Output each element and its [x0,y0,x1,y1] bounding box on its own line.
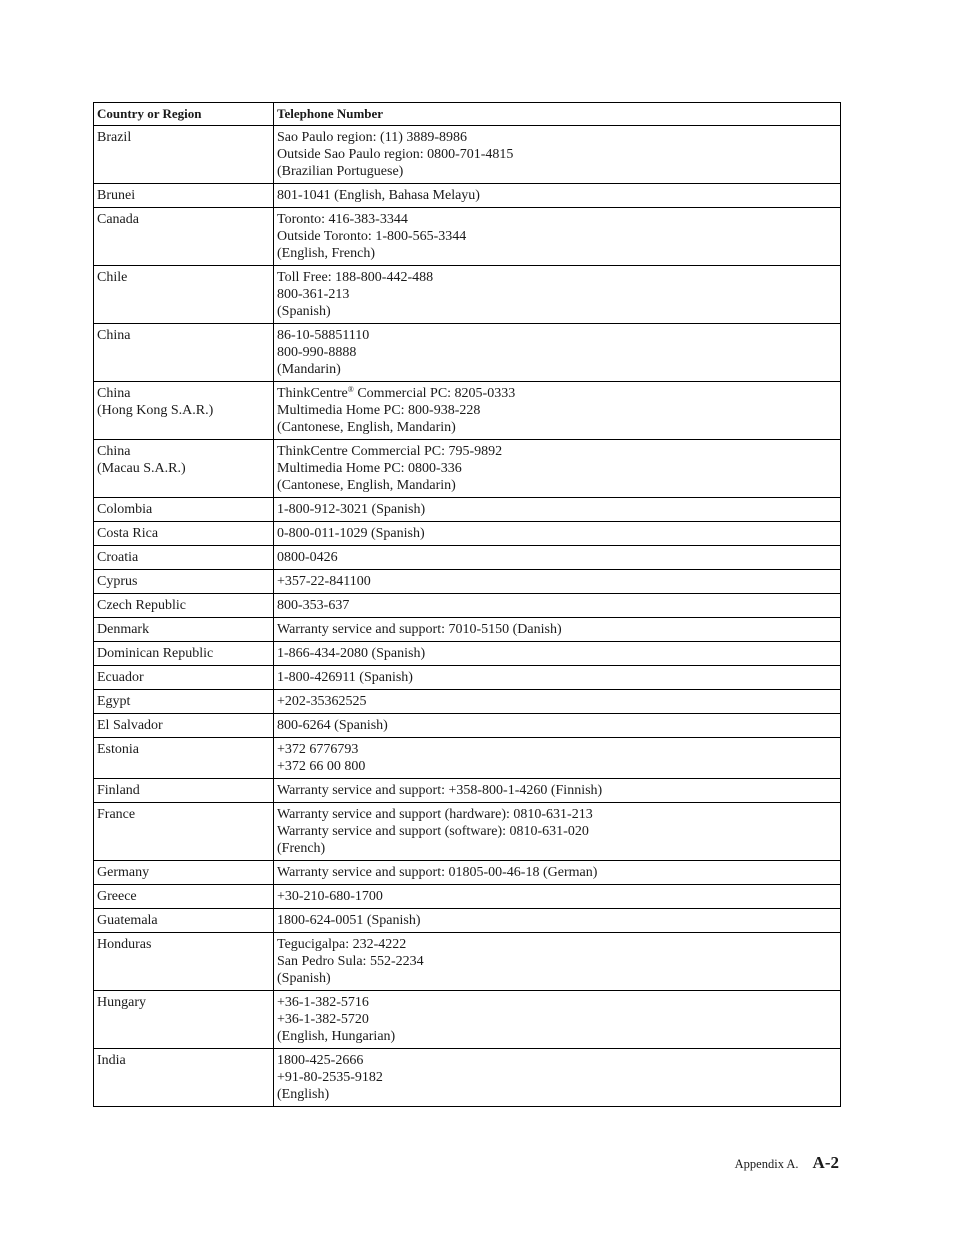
table-row [94,714,841,738]
telephone-cell [274,522,841,546]
country-cell [94,779,274,803]
table-header-row [94,103,841,126]
country-cell [94,690,274,714]
telephone-line: 800-6264 (Spanish) [277,718,388,733]
country-name: Germany [97,865,150,880]
country-name: Chile [97,270,128,285]
table-row [94,991,841,1049]
telephone-line: +91-80-2535-9182 [277,1070,383,1085]
country-cell [94,546,274,570]
telephone-line: 0-800-011-1029 (Spanish) [277,526,425,541]
telephone-cell [274,666,841,690]
table-row [94,594,841,618]
table-row [94,642,841,666]
telephone-line: 1-800-912-3021 (Spanish) [277,502,426,517]
table-row [94,522,841,546]
telephone-line: (Cantonese, English, Mandarin) [277,420,456,435]
country-name: Egypt [97,694,131,709]
telephone-line: Outside Toronto: 1-800-565-3344 [277,229,467,244]
table-row [94,184,841,208]
phone-support-table-container [93,102,840,1107]
country-name: (Hong Kong S.A.R.) [97,403,214,418]
telephone-line: (English, Hungarian) [277,1029,396,1044]
country-cell [94,266,274,324]
telephone-cell [274,885,841,909]
telephone-cell [274,933,841,991]
country-name: Honduras [97,937,152,952]
telephone-line: (English) [277,1087,330,1102]
telephone-cell [274,714,841,738]
table-row [94,1049,841,1107]
telephone-cell [274,570,841,594]
country-cell [94,498,274,522]
country-cell [94,909,274,933]
telephone-line: 1800-425-2666 [277,1053,364,1068]
telephone-line: +202-35362525 [277,694,367,709]
table-row [94,126,841,184]
table-row [94,382,841,440]
telephone-line: (Cantonese, English, Mandarin) [277,478,456,493]
country-name: (Macau S.A.R.) [97,461,186,476]
table-row [94,440,841,498]
country-cell [94,1049,274,1107]
country-name: Estonia [97,742,139,757]
country-cell [94,933,274,991]
table-body [94,126,841,1107]
page-number: A-2 [812,1153,839,1172]
table-row [94,666,841,690]
country-name: France [97,807,136,822]
table-row [94,803,841,861]
telephone-line: (French) [277,841,326,856]
country-name: Ecuador [97,670,144,685]
telephone-line: Multimedia Home PC: 800-938-228 [277,403,481,418]
table-row [94,933,841,991]
telephone-line: +372 66 00 800 [277,759,366,774]
telephone-cell [274,779,841,803]
telephone-cell [274,1049,841,1107]
country-name: Czech Republic [97,598,187,613]
table-row [94,498,841,522]
telephone-cell [274,324,841,382]
telephone-cell [274,909,841,933]
telephone-line: (Brazilian Portuguese) [277,164,404,179]
telephone-line: Outside Sao Paulo region: 0800-701-4815 [277,147,514,162]
telephone-line: 800-353-637 [277,598,350,613]
telephone-line: (English, French) [277,246,375,261]
telephone-line: 800-361-213 [277,287,350,302]
telephone-cell [274,126,841,184]
telephone-line: Warranty service and support: 7010-5150 (Danish) [277,622,562,637]
country-name: Guatemala [97,913,158,928]
country-cell [94,618,274,642]
telephone-line: 1800-624-0051 (Spanish) [277,913,421,928]
country-name: India [97,1053,126,1068]
country-cell [94,594,274,618]
country-cell [94,714,274,738]
telephone-cell [274,642,841,666]
telephone-cell [274,382,841,440]
telephone-line: 801-1041 (English, Bahasa Melayu) [277,188,480,203]
footer-section-label: Appendix A. [734,1157,799,1171]
page-footer [735,1153,839,1173]
table-row [94,546,841,570]
telephone-line: ThinkCentre Commercial PC: 795-9892 [277,444,503,459]
table-row [94,266,841,324]
country-name: El Salvador [97,718,163,733]
telephone-line: (Spanish) [277,971,331,986]
country-name: Croatia [97,550,139,565]
telephone-line: (Mandarin) [277,362,341,377]
telephone-cell [274,803,841,861]
telephone-cell [274,266,841,324]
country-name: Finland [97,783,140,798]
table-row [94,324,841,382]
country-name: Canada [97,212,139,227]
telephone-line: Warranty service and support (software): 0810-631-020 [277,824,589,839]
table-row [94,570,841,594]
telephone-line: Warranty service and support: +358-800-1-4260 (Finnish) [277,783,603,798]
country-cell [94,570,274,594]
country-cell [94,738,274,779]
telephone-line: Tegucigalpa: 232-4222 [277,937,407,952]
telephone-line: 0800-0426 [277,550,338,565]
country-cell [94,642,274,666]
telephone-cell [274,861,841,885]
phone-support-table [93,102,841,1107]
table-row [94,909,841,933]
telephone-line: +36-1-382-5716 [277,995,369,1010]
country-name: Greece [97,889,137,904]
telephone-line: Toronto: 416-383-3344 [277,212,408,227]
registered-trademark-symbol: ® [347,385,354,394]
telephone-line: +30-210-680-1700 [277,889,383,904]
country-cell [94,126,274,184]
telephone-line: +372 6776793 [277,742,359,757]
table-row [94,779,841,803]
country-cell [94,861,274,885]
telephone-cell [274,208,841,266]
table-row [94,861,841,885]
table-row [94,738,841,779]
country-name: Hungary [97,995,146,1010]
country-cell [94,803,274,861]
country-name: Dominican Republic [97,646,214,661]
table-row [94,885,841,909]
country-cell [94,324,274,382]
country-cell [94,991,274,1049]
table-row [94,208,841,266]
country-cell [94,382,274,440]
telephone-cell [274,498,841,522]
country-name: Colombia [97,502,153,517]
telephone-line: San Pedro Sula: 552-2234 [277,954,424,969]
telephone-line: 1-800-426911 (Spanish) [277,670,413,685]
telephone-cell [274,618,841,642]
telephone-cell [274,690,841,714]
country-cell [94,440,274,498]
telephone-line: Warranty service and support: 01805-00-46-18 (German) [277,865,598,880]
telephone-line: Toll Free: 188-800-442-488 [277,270,434,285]
telephone-cell [274,594,841,618]
telephone-cell [274,738,841,779]
country-cell [94,208,274,266]
telephone-cell [274,546,841,570]
table-row [94,690,841,714]
telephone-line: Multimedia Home PC: 0800-336 [277,461,462,476]
telephone-cell [274,184,841,208]
telephone-line: (Spanish) [277,304,331,319]
country-cell [94,184,274,208]
table-row [94,618,841,642]
country-name: Denmark [97,622,150,637]
header-country-or-region: Country or Region [94,103,274,126]
telephone-line: +36-1-382-5720 [277,1012,369,1027]
telephone-line: Warranty service and support (hardware): 0810-631-213 [277,807,593,822]
telephone-line: 800-990-8888 [277,345,357,360]
country-name: Brunei [97,188,136,203]
country-name: Costa Rica [97,526,159,541]
telephone-cell [274,991,841,1049]
country-cell [94,885,274,909]
telephone-line: 86-10-58851110 [277,328,370,343]
telephone-line: ThinkCentre® Commercial PC: 8205-0333 [277,385,516,401]
header-telephone-number: Telephone Number [274,103,841,126]
telephone-cell [274,440,841,498]
telephone-line: +357-22-841100 [277,574,371,589]
telephone-line: Sao Paulo region: (11) 3889-8986 [277,130,468,145]
telephone-line: 1-866-434-2080 (Spanish) [277,646,426,661]
country-name: China [97,386,131,401]
country-cell [94,522,274,546]
country-name: China [97,328,131,343]
country-name: Brazil [97,130,132,145]
country-cell [94,666,274,690]
country-name: Cyprus [97,574,138,589]
country-name: China [97,444,131,459]
